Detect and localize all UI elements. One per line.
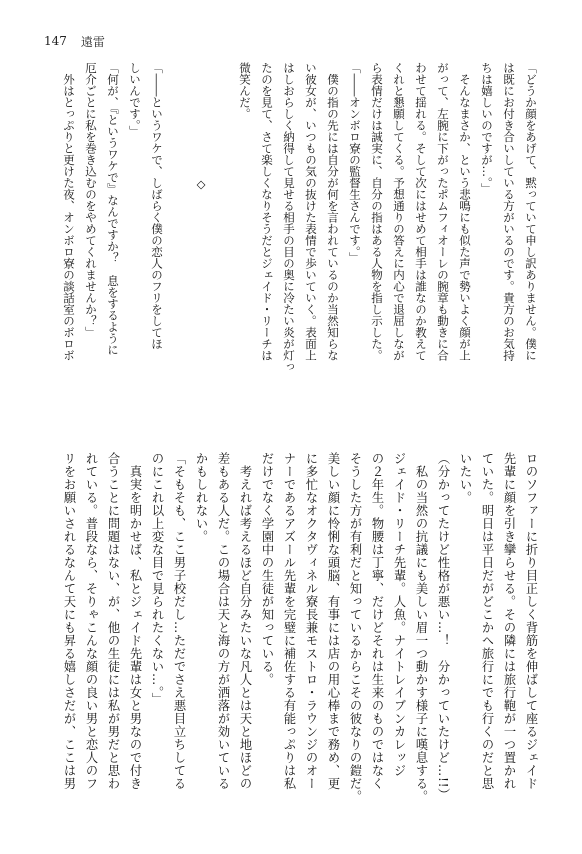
text-line: 私の当然の抗議にも美しい眉一つ動かす様子に嘆息する。 — [414, 452, 428, 803]
text-line: リをお願いされるなんて天にも昇る嬉しさだが、ここは男 — [62, 452, 76, 790]
text-line: 微笑んだ。 — [238, 62, 252, 120]
text-line: がって、左腕に下がったポムフィオーレの腕章も動きに合 — [436, 62, 450, 361]
text-line: れている。普段なら、そりゃこんな顔の良い男と恋人のフ — [84, 452, 98, 790]
text-line: わせて揺れる。そして次にはせめて相手は誰なのか教えて — [414, 62, 428, 361]
text-line: 僕の指の先には自分が何を言われているのか当然知らな — [326, 62, 340, 361]
text-line: ナーであるアズール先輩を完璧に補佐する有能っぷりは私 — [282, 452, 296, 790]
text-line: （分かってたけど性格が悪い…！ 分かっていたけど…!!） — [436, 452, 450, 802]
text-line: ら表情だけは誠実に、自分の指はある人物を指し示した。 — [370, 62, 384, 361]
text-line: 合うことに問題はない、が、他の生徒には私が男だと思わ — [106, 452, 120, 790]
text-block-lower — [42, 452, 542, 812]
text-line: ロのソファーに折り目正しく背筋を伸ばして座るジェイド — [524, 452, 538, 790]
running-title: 遠雷 — [80, 34, 105, 49]
page-header — [44, 32, 105, 50]
text-line: たのを見て、さて楽しくなりそうだとジェイド・リーチは — [260, 62, 274, 361]
text-line: 美しい顔に怜悧な頭脳、有事には店の用心棒まで務め、更 — [326, 452, 340, 790]
text-line: はしおらしく納得して見せる相手の目の奥に冷たい炎が灯っ — [282, 62, 296, 373]
text-line: 「――オンボロ寮の監督生さんです。」 — [348, 62, 362, 264]
text-line: 外はとっぷりと更けた夜、オンボロ寮の談話室のボロボ — [62, 62, 76, 361]
text-line: そうした方が有利だと知っているからこその彼なりの鎧だ。 — [348, 452, 362, 803]
text-line: ていた。明日は平日だがどこかへ旅行にでも行くのだと思 — [480, 452, 494, 790]
text-line: 先輩に顔を引き攣らせる。その隣には旅行鞄が一つ置かれ — [502, 452, 516, 790]
text-line: は既にお付き合いしている方がいるのです。貴方のお気持 — [502, 62, 516, 361]
text-line: 「そもそも、ここ男子校だし…ただでさえ悪目立ちしてる — [172, 452, 186, 790]
text-line — [212, 62, 234, 380]
text-line: の２年生。物腰は丁寧、だけどそれは生来のものではなく — [370, 452, 384, 790]
text-line: のにこれ以上変な目で見られたくない…。」 — [150, 452, 164, 706]
text-line: に多忙なオクタヴィネル寮長兼モストロ・ラウンジのオー — [304, 452, 318, 790]
section-break: ◇ — [194, 62, 208, 191]
text-line: かもしれない。 — [194, 452, 208, 543]
text-line: 考えれば考えるほど自分みたいな凡人とは天と地ほどの — [238, 452, 252, 790]
text-line: 厄介ごとに私を巻き込むのをやめてくれませんか？」 — [84, 62, 98, 338]
text-line: 「どうか顔をあげて、黙っていて申し訳ありません。僕に — [524, 62, 538, 361]
text-block-upper — [42, 62, 542, 380]
text-line: 「何が、『というワケで』なんですか？ 息をするように — [106, 62, 120, 356]
text-line: いたい。 — [458, 452, 472, 504]
text-line: 真実を明かせば、私とジェイド先輩は女と男なので付き — [128, 452, 142, 790]
text-line: 差もある人だ。この場合は天と海の方が洒落が効いている — [216, 452, 230, 790]
text-line: くれと懇願してくる。予想通りの答えに内心で退屈しなが — [392, 62, 406, 361]
text-line: だけでなく学園中の生徒が知っている。 — [260, 452, 274, 686]
text-line: ジェイド・リーチ先輩。人魚。ナイトレイブンカレッジ — [392, 452, 406, 777]
text-line — [168, 62, 190, 380]
text-line: い彼女が、いつもの気の抜けた表情で歩いていく。表面上 — [304, 62, 318, 361]
page-number: 147 — [44, 34, 67, 48]
text-line: そんなまさか、という悲鳴にも似た声で勢いよく顔が上 — [458, 62, 472, 361]
text-line: ちは嬉しいのですが…。」 — [480, 62, 494, 195]
text-line: しいんです。」 — [128, 62, 142, 137]
text-line: 「――というワケで、しばらく僕の恋人のフリをしてほ — [150, 62, 164, 350]
